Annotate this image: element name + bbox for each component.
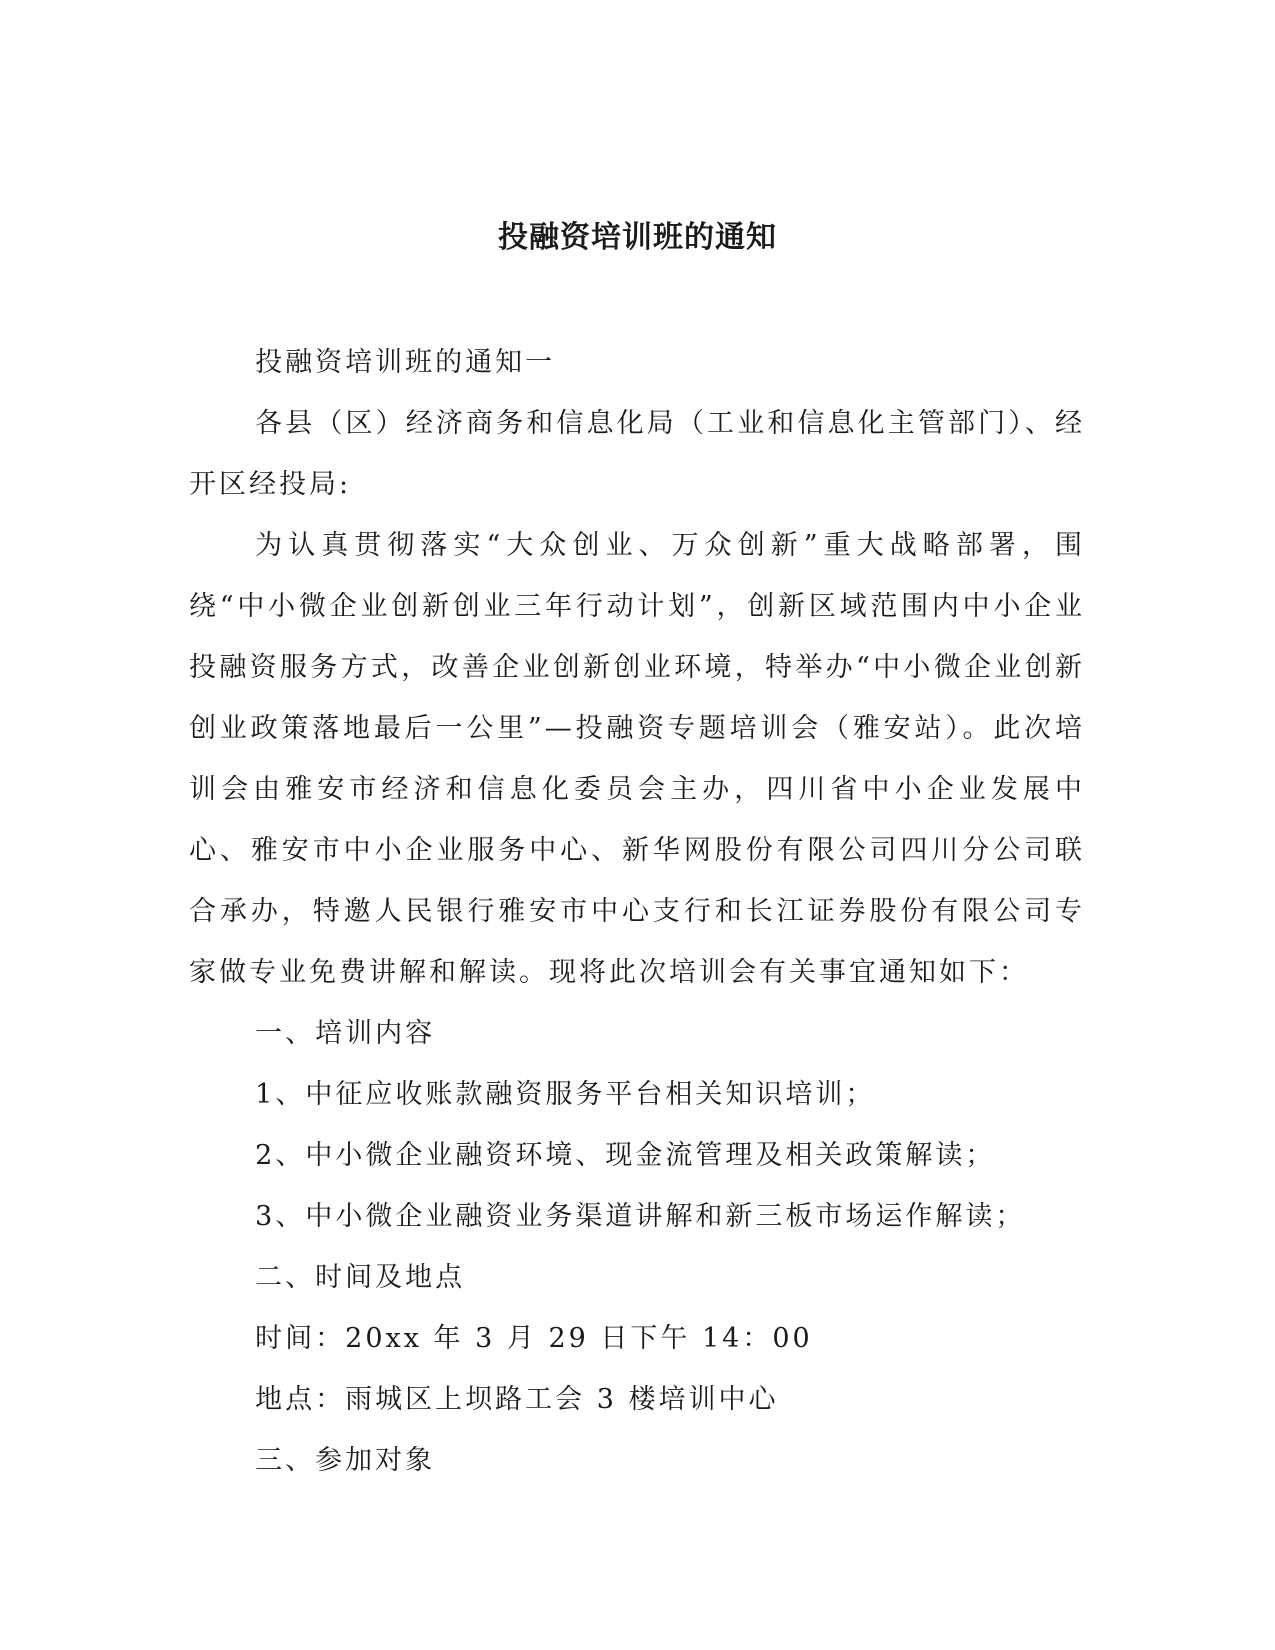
document-title: 投融资培训班的通知 bbox=[498, 220, 777, 255]
list-item: 2、中小微企业融资环境、现金流管理及相关政策解读； bbox=[255, 1140, 996, 1171]
list-item: 3、中小微企业融资业务渠道讲解和新三板市场运作解读； bbox=[255, 1201, 1026, 1232]
document-body bbox=[189, 332, 1085, 1491]
time-line: 时间：20xx 年 3 月 29 日下午 14：00 bbox=[255, 1323, 813, 1354]
list-item: 1、中征应收账款融资服务平台相关知识培训； bbox=[255, 1079, 876, 1110]
place-line: 地点：雨城区上坝路工会 3 楼培训中心 bbox=[255, 1384, 779, 1415]
section-heading-time-place: 二、时间及地点 bbox=[255, 1262, 466, 1293]
paragraph-subtitle: 投融资培训班的通知一 bbox=[255, 347, 556, 378]
section-heading-participants: 三、参加对象 bbox=[255, 1445, 436, 1476]
paragraph-intro: 为认真贯彻落实“大众创业、万众创新”重大战略部署，围绕“中小微企业创新创业三年行动计划”，创新区域范围内中小企业投融资服务方式，改善企业创新创业环境，特举办“中小微企业创新创业政策落地最后一公里”—投融资专题培训会（雅安站）。此次培训会由雅安市经济和信息化委员会主办，四川省中小企业发展中心、雅安市中小企业服务中心、新华网股份有限公司四川分公司联合承办，特邀人民银行雅安市中心支行和长江证券股份有限公司专家做专业免费讲解和解读。现将此次培训会有关事宜通知如下： bbox=[189, 530, 1085, 988]
paragraph-addressee: 各县（区）经济商务和信息化局（工业和信息化主管部门）、经开区经投局: bbox=[189, 408, 1085, 500]
section-heading-content: 一、培训内容 bbox=[255, 1018, 436, 1049]
